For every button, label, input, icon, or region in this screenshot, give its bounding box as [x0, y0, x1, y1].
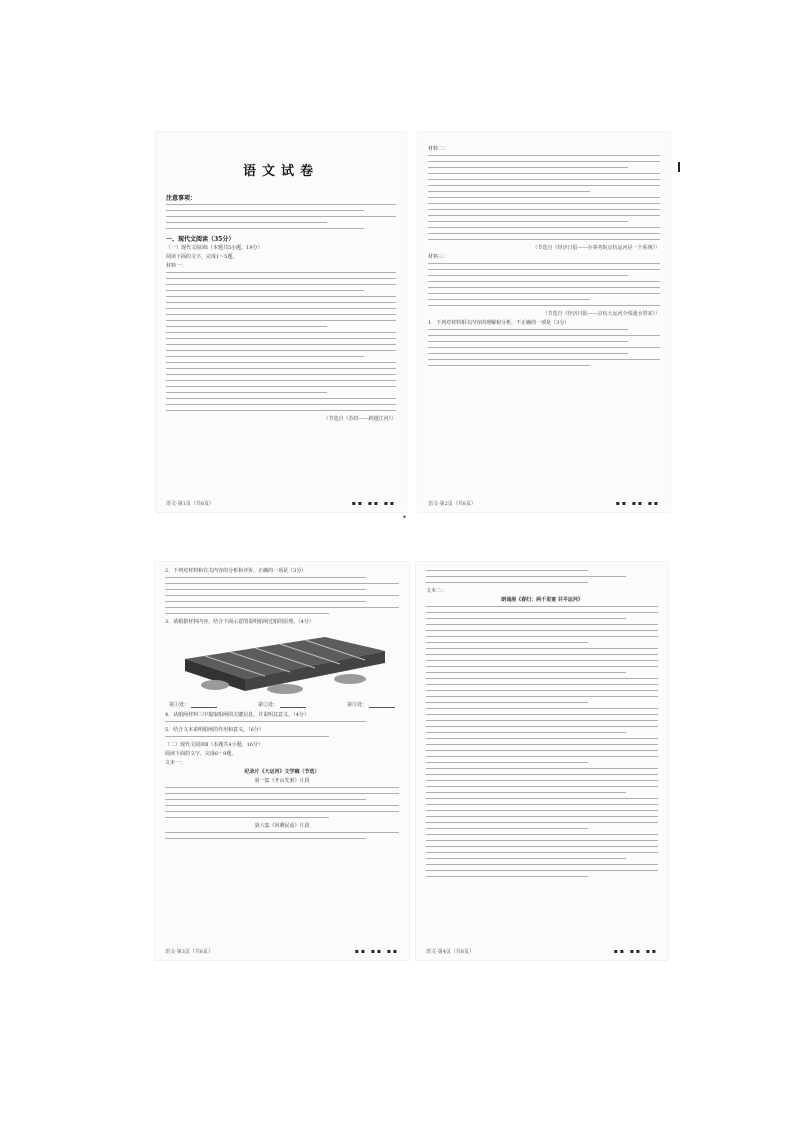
footer-marks: ▪▪ ▪▪ ▪▪ — [354, 948, 399, 955]
page-number: 语文·第2页（共8页） — [428, 501, 476, 507]
text-two-heading: 朗诵展《春归：两千里宴 共平运河》 — [501, 597, 583, 603]
text-one-label: 文本一： — [165, 760, 186, 766]
ship-lock-diagram — [175, 629, 389, 699]
footer-marks: ▪▪ ▪▪ ▪▪ — [351, 500, 396, 507]
page-footer — [426, 948, 658, 955]
question-2-options — [165, 577, 399, 614]
subsection-two-heading: （二）现代文阅读Ⅱ（本题共4小题，16分） — [165, 742, 263, 748]
text-one-continued — [426, 570, 658, 583]
material-one-body — [166, 272, 396, 411]
notice-heading: 注意事项： — [166, 195, 197, 202]
reading-instruction: 阅读下面的文字，完成1～5题。 — [166, 254, 238, 260]
page-footer — [165, 948, 399, 955]
episode-one-body — [165, 787, 399, 818]
exam-page-4 — [416, 562, 668, 960]
label-1: 第①处： — [169, 701, 217, 708]
material-two-body — [428, 155, 660, 240]
page-number: 语文·第3页（共8页） — [165, 949, 213, 955]
reading-instruction-2: 阅读下面的文字，完成6～9题。 — [165, 751, 237, 757]
label-3: 第③处： — [347, 701, 395, 708]
text-two-label: 文本二： — [426, 588, 447, 594]
label-2: 第②处： — [258, 701, 306, 708]
exam-page-3 — [155, 562, 409, 960]
question-1: 1．下列对材料相关内容的理解和分析，不正确的一项是（3分） — [428, 320, 570, 326]
episode-six-heading: 第六集《回溯民谣》片段 — [254, 823, 310, 829]
notice-text — [166, 204, 396, 229]
question-3: 3．请根据材料内容，结合下面示意图说明船闸过船的原理。（4分） — [165, 619, 314, 625]
exam-page-2 — [418, 132, 670, 512]
text-two-body — [426, 606, 658, 877]
page-number: 语文·第1页（共8页） — [166, 501, 214, 507]
subsection-heading: （一）现代文阅读Ⅰ（本题共5小题，19分） — [166, 245, 263, 251]
exam-title: 语文试卷 — [242, 164, 319, 179]
source-two: （节选自《经济日报——办事务院京杭运河是一个系统》） — [532, 245, 660, 251]
page-footer — [166, 500, 396, 507]
material-two-label: 材料二： — [428, 146, 449, 152]
episode-one-heading: 第一集《开山先驱》片段 — [254, 778, 310, 784]
question-4: 4．从船闸材料三中提取船闸的关键信息，并说明其意义。（4分） — [165, 712, 309, 718]
question-5: 5．结合文本说明船闸的作用和意义。（6分） — [165, 727, 264, 733]
source-one: （节选自《苏轼——跨越江河》） — [323, 416, 396, 422]
source-three: （节选自《经济日报——京杭大运河全线通水带来》） — [542, 311, 660, 317]
material-three-label: 材料三： — [428, 254, 449, 260]
text-one-heading: 纪录片《大运河》文学稿（节选） — [244, 769, 320, 775]
question-2: 2．下列对材料和有关内容的分析和评价，正确的一项是（3分） — [165, 568, 307, 574]
episode-six-body — [165, 832, 399, 839]
edge-mark — [678, 162, 680, 172]
question-1-options — [428, 329, 660, 366]
page-footer — [428, 500, 660, 507]
material-three-body — [428, 263, 660, 306]
fold-mark: ✦ — [402, 514, 408, 521]
ship-lock-illustration — [175, 629, 389, 699]
footer-marks: ▪▪ ▪▪ ▪▪ — [613, 948, 658, 955]
exam-page-1 — [156, 132, 406, 512]
section-one-heading: 一、现代文阅读（35分） — [166, 236, 235, 243]
diagram-labels — [169, 701, 395, 708]
footer-marks: ▪▪ ▪▪ ▪▪ — [615, 500, 660, 507]
material-one-label: 材料一： — [166, 263, 187, 269]
page-number: 语文·第4页（共8页） — [426, 949, 474, 955]
